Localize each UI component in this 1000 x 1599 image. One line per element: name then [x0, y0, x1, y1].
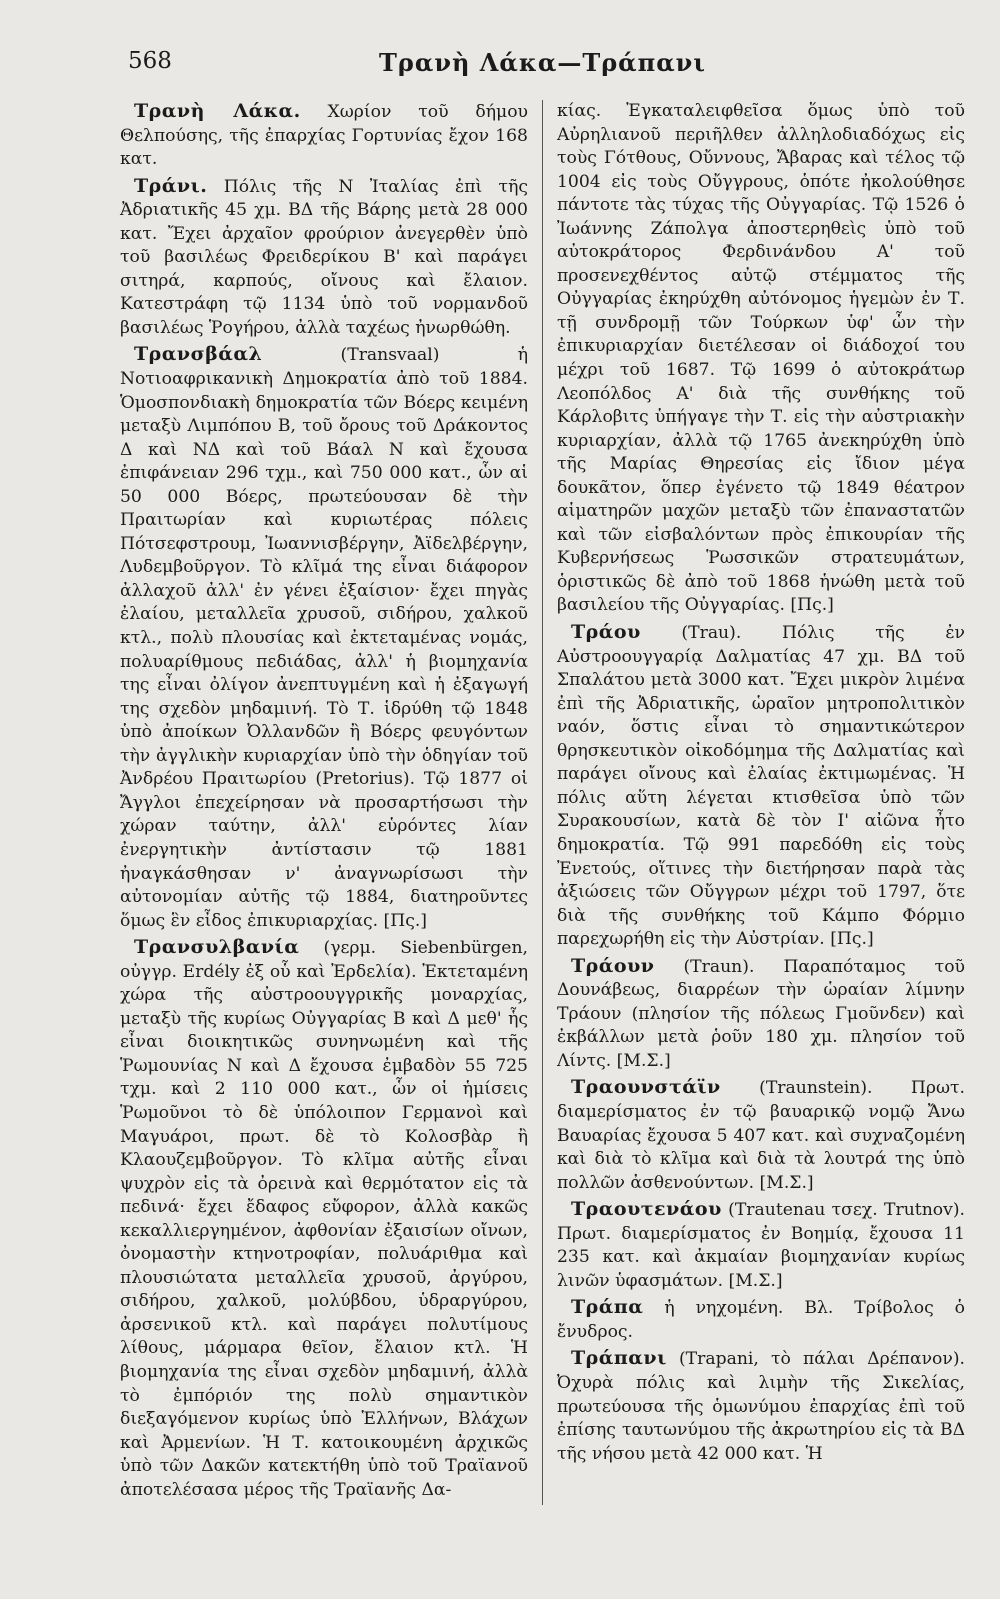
entry-text: (Traunstein). Πρωτ. διαμερίσματος ἐν τῷ βαυαρικῷ νομῷ Ἄνω Βαυαρίας ἔχουσα 5 407 κατ. καὶ συχναζομένη καὶ διὰ τὸ κλῖμα καὶ διὰ τὰ λουτρά της ὑπὸ πολλῶν ἀσθενούντων. [Μ.Σ.] [557, 1078, 965, 1193]
entry-text: (Trautenau τσεχ. Trutnov). Πρωτ. διαμερίσματος ἐν Βοημίᾳ, ἔχουσα 11 235 κατ. καὶ ἀκμαίαν βιομηχανίαν κυρίως λινῶν ὑφασμάτων. [Μ.Σ.] [557, 1200, 965, 1291]
entry-text: ἡ νηχομένη. Βλ. Τρίβολος ὁ ἔνυδρος. [557, 1298, 965, 1342]
entry-text: (Transvaal) ἡ Νοτιοαφρικανικὴ Δημοκρατία ἀπὸ τοῦ 1884. Ὁμοσπονδιακὴ δημοκρατία τῶν Βόερς κειμένη μεταξὺ Λιμπόπου Β, τοῦ ὄρους τοῦ Δράκοντος Δ καὶ ΝΔ καὶ τοῦ Βάαλ Ν καὶ ἔχουσα ἐπιφάνειαν 296 τχμ., καὶ 750 000 κατ., ὧν αἱ 50 000 Βόερς, πρωτεύουσαν δὲ τὴν Πραιτωρίαν καὶ κυριωτέρας πόλεις Πότσεφστρουμ, Ἰωαννισβέργην, Ἀϊδελβέργην, Λυδεμβοῦργον. Τὸ κλῖμά της εἶναι διάφορον ἀλλαχοῦ ἀλλ' ἐν γένει ἐξαίσιον· ἔχει πηγὰς ἐλαίου, μεταλλεῖα χρυσοῦ, σιδήρου, χαλκοῦ κτλ., πολὺ πλουσίας καὶ ἐκτεταμένας νομάς, πολυαρίθμους πεδιάδας, ἀλλ' ἡ βιομηχανία της εἶναι ὀλίγον ἀνεπτυγμένη καὶ ἡ ἐξαγωγή της σχεδὸν μηδαμινή. Τὸ Τ. ἱδρύθη τῷ 1848 ὑπὸ ἀποίκων Ὀλλανδῶν ἢ Βόερς φευγόντων τὴν ἀγγλικὴν κυριαρχίαν ὑπὸ τὴν ὁδηγίαν τοῦ Ἀνδρέου Πραιτωρίου (Pretorius). Τῷ 1877 οἱ Ἄγγλοι ἐπεχείρησαν νὰ προσαρτήσωσι τὴν χώραν ταύτην, ἀλλ' εὑρόντες λίαν ἐνεργητικὴν ἀντίστασιν τῷ 1881 ἠναγκάσθησαν ν' ἀναγνωρίσωσι τὴν αὐτονομίαν αὐτῆς τῷ 1884, διατηροῦντες ὅμως ἓν εἶδος ἐπικυριαρχίας. [Πς.] [120, 345, 528, 931]
entry-transylvania [120, 936, 528, 1502]
page-header [120, 48, 965, 88]
entry-text: Πόλις τῆς Ν Ἰταλίας ἐπὶ τῆς Ἀδριατικῆς 45 χμ. ΒΔ τῆς Βάρης μετὰ 28 000 κατ. Ἔχει ἀρχαῖον φρούριον ἀνεγερθὲν ὑπὸ τοῦ βασιλέως Φρειδερίκου Β' καὶ παράγει σιτηρά, καρπούς, οἴνους καὶ ἔλαιον. Κατεστράφη τῷ 1134 ὑπὸ τοῦ νορμανδοῦ βασιλέως Ῥογήρου, ἀλλὰ ταχέως ἠνωρθώθη. [120, 176, 528, 338]
entry-transylvania-continued [557, 100, 965, 618]
entry-text: (Trau). Πόλις τῆς ἐν Αὐστροουγγαρίᾳ Δαλματίας 47 χμ. ΒΔ τοῦ Σπαλάτου μετὰ 3000 κατ. Ἔχει μικρὸν λιμένα ἐπὶ τῆς Ἀδριατικῆς, ὡραῖον μητροπολιτικὸν ναόν, ὅστις εἶναι τὸ σημαντικώτερον θρησκευτικὸν οἰκοδόμημα τῆς Δαλματίας καὶ παράγει οἴνους καὶ ἐλαίας ἐκτιμωμένας. Ἡ πόλις αὕτη λέγεται κτισθεῖσα ὑπὸ τῶν Συρακουσίων, κατὰ δὲ τὸν Ι' αἰῶνα ἦτο δημοκρατία. Τῷ 991 παρεδόθη εἰς τοὺς Ἐνετούς, οἵτινες τὴν διετήρησαν παρὰ τὰς ἀξιώσεις τῶν Οὔγγρων μέχρι τοῦ 1797, ὅτε διὰ τῆς συνθήκης τοῦ Κάμπο Φόρμιο παρεχωρήθη εἰς τὴν Αὐστρίαν. [Πς.] [557, 623, 965, 950]
running-head: Τρανὴ Λάκα—Τράπανι [379, 48, 706, 77]
entry-trautenau [557, 1198, 965, 1293]
entry-trau [557, 621, 965, 952]
entry-trani [120, 175, 528, 341]
entry-trani-laka [120, 100, 528, 172]
entry-headword: Τρανσυλβανία [134, 936, 300, 959]
entry-trapa [557, 1296, 965, 1344]
page-number: 568 [128, 48, 172, 74]
entry-transvaal [120, 343, 528, 933]
right-column [542, 100, 965, 1505]
entry-text: (Traun). Παραπόταμος τοῦ Δουνάβεως, διαρρέων τὴν ὡραίαν λίμνην Τράουν (πλησίον τῆς πόλεως Γμοῦνδεν) καὶ ἐκβάλλων μετὰ ῥοῦν 180 χμ. πλησίον τοῦ Λίντς. [Μ.Σ.] [557, 956, 965, 1071]
entry-headword: Τράουν [571, 954, 655, 977]
entry-traunstein [557, 1076, 965, 1195]
entry-headword: Τράπανι [571, 1347, 667, 1370]
entry-traun [557, 955, 965, 1074]
entry-text: (γερμ. Siebenbürgen, οὐγγρ. Erdély ἐξ οὗ καὶ Ἐρδελία). Ἐκτεταμένη χώρα τῆς αὐστροουγγρικῆς μοναρχίας, μεταξὺ τῆς κυρίως Οὐγγαρίας Β καὶ Δ μεθ' ἧς εἶναι διοικητικῶς συνηνωμένη καὶ τῆς Ῥωμουνίας Ν καὶ Δ ἔχουσα ἐμβαδὸν 55 725 τχμ. καὶ 2 110 000 κατ., ὧν οἱ ἡμίσεις Ῥωμοῦνοι τὸ δὲ ὑπόλοιπον Γερμανοὶ καὶ Μαγυάροι, πρωτ. δὲ τὸ Κολοσβὰρ ἢ Κλαουζεμβοῦργον. Τὸ κλῖμα αὐτῆς εἶναι ψυχρὸν εἰς τὰ ὀρεινὰ καὶ θερμότατον εἰς τὰ πεδινά· ἔχει ἔδαφος εὔφορον, ἀλλὰ κακῶς κεκαλλιεργημένον, ἀφθονίαν ἐξαισίων οἴνων, ὀνομαστὴν κτηνοτροφίαν, πολυάριθμα καὶ πλουσιώτατα μεταλλεῖα χρυσοῦ, ἀργύρου, σιδήρου, χαλκοῦ, μολύβδου, ὑδραργύρου, ἀρσενικοῦ κτλ. καὶ παράγει πολυτίμους λίθους, μάρμαρα θεῖον, ἔλαιον κτλ. Ἡ βιομηχανία της εἶναι σχεδὸν μηδαμινή, ἀλλὰ τὸ ἐμπόριόν της πολὺ σημαντικὸν διεξαγόμενον κυρίως ὑπὸ Ἑλλήνων, Βλάχων καὶ Ἀρμενίων. Ἡ Τ. κατοικουμένη ἀρχικῶς ὑπὸ τῶν Δακῶν κατεκτήθη ὑπὸ τοῦ Τραϊανοῦ ἀποτελέσασα μέρος τῆς Τραϊανῆς Δα- [120, 938, 528, 1500]
entry-trapani [557, 1347, 965, 1466]
entry-text: κίας. Ἐγκαταλειφθεῖσα ὅμως ὑπὸ τοῦ Αὐρηλιανοῦ περιῆλθεν ἀλληλοδιαδόχως εἰς τοὺς Γότθους, Οὔννους, Ἄβαρας καὶ τέλος τῷ 1004 εἰς τοὺς Οὔγγρους, ὁπότε ἠκολούθησε πάντοτε τὰς τύχας τῆς Οὐγγαρίας. Τῷ 1526 ὁ Ἰωάννης Ζάπολγα ἀποστερηθεὶς ὑπὸ τοῦ αὐτοκράτορος Φερδινάνδου Α' τοῦ προσενεχθέντος αὐτῷ στέμματος τῆς Οὐγγαρίας ἐκηρύχθη αὐτόνομος ἡγεμὼν ἐν Τ. τῇ συνδρομῇ τῶν Τούρκων ὑφ' ὧν τὴν ἐπικυριαρχίαν διετέλεσαν οἱ διάδοχοί του μέχρι τοῦ 1687. Τῷ 1699 ὁ αὐτοκράτωρ Λεοπόλδος Α' διὰ τῆς συνθήκης τοῦ Κάρλοβιτς ὑπήγαγε τὴν Τ. εἰς τὴν αὐστριακὴν κυριαρχίαν, ἀλλὰ τῷ 1765 ἀνεκηρύχθη ὑπὸ τῆς Μαρίας Θηρεσίας εἰς ἴδιον μέγα δουκᾶτον, ὅπερ ἐγένετο τῷ 1849 θέατρον αἱματηρῶν μαχῶν μεταξὺ τῶν ἐπαναστατῶν καὶ τῶν εἰσβαλόντων πρὸς ἐπικουρίαν τῆς Κυβερνήσεως Ῥωσσικῶν στρατευμάτων, ὁριστικῶς δὲ ἀπὸ τοῦ 1868 ἡνώθη μετὰ τοῦ βασιλείου τῆς Οὐγγαρίας. [Πς.] [557, 101, 965, 616]
entry-headword: Τρανσβάαλ [134, 343, 263, 366]
entry-text: Χωρίον τοῦ δήμου Θελπούσης, τῆς ἐπαρχίας Γορτυνίας ἔχον 168 κατ. [120, 102, 528, 170]
entry-headword: Τράπα [571, 1296, 644, 1319]
entry-headword: Τράνι. [134, 174, 208, 197]
entry-headword: Τραουτενάου [571, 1198, 722, 1221]
entry-headword: Τρανὴ Λάκα. [134, 100, 301, 122]
entry-headword: Τράου [571, 621, 641, 644]
text-columns [120, 100, 965, 1505]
entry-headword: Τραουνστάϊν [571, 1076, 721, 1099]
entry-text: (Trapani, τὸ πάλαι Δρέπανον). Ὀχυρὰ πόλις καὶ λιμὴν τῆς Σικελίας, πρωτεύουσα τῆς ὁμωνύμου ἐπαρχίας ἐπὶ τοῦ ἐπίσης ταυτωνύμου τῆς ἀκρωτηρίου εἰς τὰ ΒΔ τῆς νήσου μετὰ 42 000 κατ. Ἡ [557, 1349, 965, 1464]
left-column [120, 100, 542, 1505]
